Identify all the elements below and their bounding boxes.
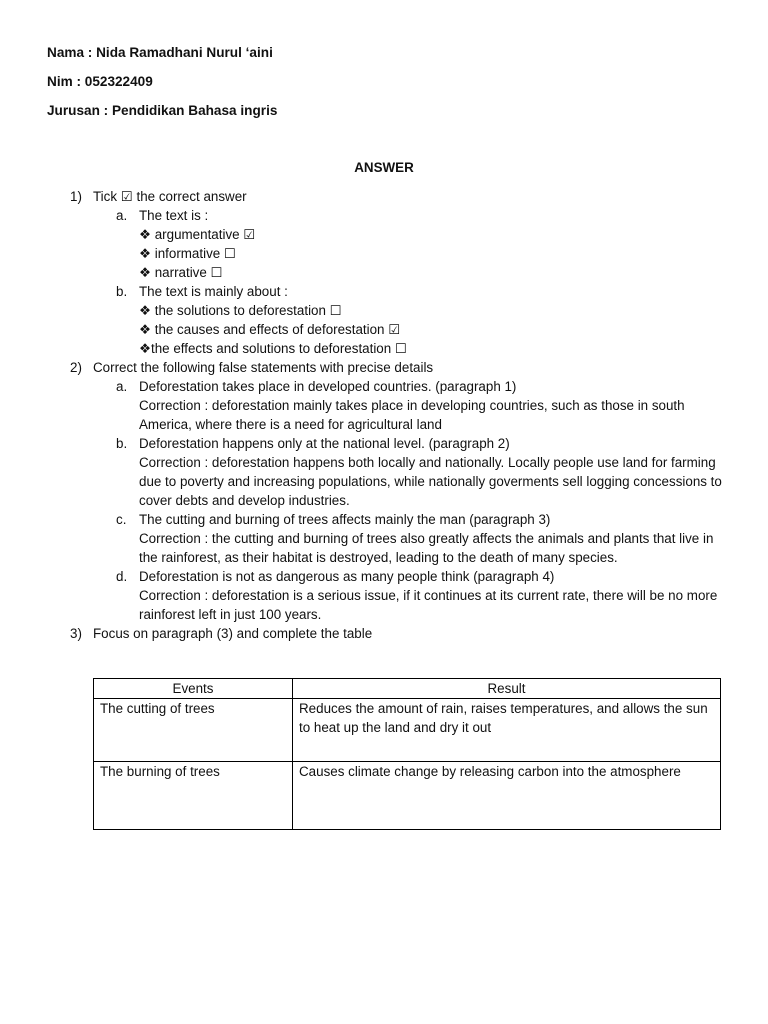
false-statement: Deforestation is not as dangerous as many people think (paragraph 4) — [139, 569, 555, 584]
answer-body — [70, 187, 730, 643]
student-name: Nama : Nida Ramadhani Nurul ‘aini — [47, 45, 273, 60]
sub-letter: a. — [116, 208, 128, 223]
question-number: 3) — [70, 626, 82, 641]
result-cell: Reduces the amount of rain, raises temperatures, and allows the sun to heat up the land and dry it out — [293, 699, 721, 762]
question-2d — [70, 567, 730, 586]
question-2a — [70, 377, 730, 396]
student-nim: Nim : 052322409 — [47, 74, 153, 89]
question-1b — [70, 282, 730, 301]
option-informative: ❖ informative ☐ — [139, 246, 236, 261]
question-2b — [70, 434, 730, 453]
event-cell: The burning of trees — [94, 762, 293, 830]
question-2 — [70, 358, 730, 377]
sub-letter: a. — [116, 379, 128, 394]
question-2c — [70, 510, 730, 529]
false-statement: Deforestation takes place in developed countries. (paragraph 1) — [139, 379, 517, 394]
header-events: Events — [94, 679, 293, 699]
student-major: Jurusan : Pendidikan Bahasa ingris — [47, 103, 278, 118]
result-cell: Causes climate change by releasing carbon into the atmosphere — [293, 762, 721, 830]
sub-letter: d. — [116, 569, 128, 584]
event-cell: The cutting of trees — [94, 699, 293, 762]
table-row — [94, 699, 721, 762]
option-effects-solutions: ❖the effects and solutions to deforestation ☐ — [139, 341, 407, 356]
option-solutions: ❖ the solutions to deforestation ☐ — [139, 303, 342, 318]
sub-letter: b. — [116, 284, 128, 299]
question-text: Tick ☑ the correct answer — [93, 189, 247, 204]
question-text: Correct the following false statements with precise details — [93, 360, 434, 375]
table-header-row — [94, 679, 721, 699]
correction-text: Correction : deforestation is a serious issue, if it continues at its current rate, there will be no more rainforest left in just 100 years. — [139, 588, 718, 622]
correction-text: Correction : deforestation happens both locally and nationally. Locally people use land for farming due to poverty and increasing populations, while nationally goverments sell logging concessions to cover debts and develop industries. — [139, 455, 722, 508]
question-number: 1) — [70, 189, 82, 204]
question-3 — [70, 624, 730, 643]
question-text: Focus on paragraph (3) and complete the table — [93, 626, 373, 641]
question-1 — [70, 187, 730, 206]
correction-text: Correction : the cutting and burning of trees also greatly affects the animals and plants that live in the rainforest, as their habitat is destroyed, leading to the death of many species. — [139, 531, 714, 565]
answer-title: ANSWER — [354, 160, 414, 175]
table-row — [94, 762, 721, 830]
question-1a — [70, 206, 730, 225]
sub-text: The text is mainly about : — [139, 284, 288, 299]
option-argumentative: ❖ argumentative ☑ — [139, 227, 256, 242]
sub-text: The text is : — [139, 208, 209, 223]
sub-letter: c. — [116, 512, 127, 527]
sub-letter: b. — [116, 436, 128, 451]
option-causes-effects: ❖ the causes and effects of deforestation ☑ — [139, 322, 401, 337]
question-number: 2) — [70, 360, 82, 375]
option-narrative: ❖ narrative ☐ — [139, 265, 223, 280]
events-result-table — [93, 678, 721, 830]
header-result: Result — [293, 679, 721, 699]
false-statement: The cutting and burning of trees affects mainly the man (paragraph 3) — [139, 512, 551, 527]
correction-text: Correction : deforestation mainly takes place in developing countries, such as those in south America, where there is a need for agricultural land — [139, 398, 685, 432]
false-statement: Deforestation happens only at the national level. (paragraph 2) — [139, 436, 510, 451]
